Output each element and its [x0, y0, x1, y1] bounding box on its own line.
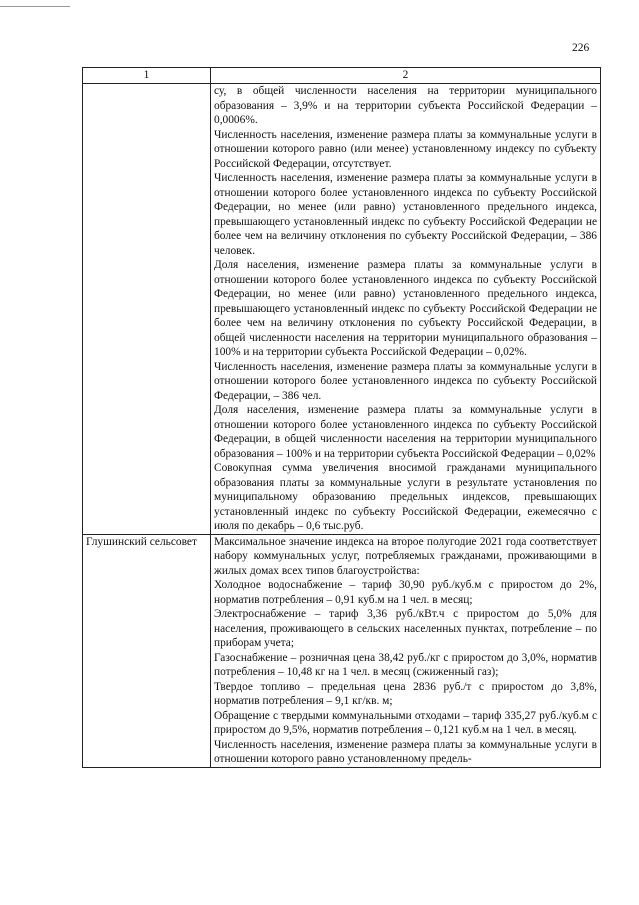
description-cell: [211, 84, 601, 535]
table-header-row: [83, 68, 601, 84]
paragraph: Численность населения, изменение размера платы за коммунальные услуги в отношении которого равно (или менее) установленному индексу по субъекту Российской Федерации, отсутствует.: [214, 128, 597, 170]
paragraph: Численность населения, изменение размера платы за коммунальные услуги в отношении которого равно установленному предель-: [214, 738, 597, 765]
municipality-name-cell: Глушинский сельсовет: [83, 534, 211, 767]
paragraph: су, в общей численности населения на территории муниципального образования – 3,9% и на территории субъекта Российской Федерации – 0,0006%.: [214, 85, 597, 126]
paragraph: Численность населения, изменение размера платы за коммунальные услуги в отношении которого более установленного индекса по субъекту Российской Федерации, но менее (или равно) установленного предельного индекса, превышающего установленный индекс по субъекту Российской Федерации не более чем на величину отклонения по субъекту Российской Федерации, – 386 человек.: [214, 172, 597, 257]
top-rule: [0, 6, 70, 7]
page-number: 226: [572, 42, 590, 54]
paragraph: Доля населения, изменение размера платы за коммунальные услуги в отношении которого более установленного индекса по субъекту Российской Федерации, в общей численности населения на территории муниципального образования – 100% и на территории субъекта Российской Федерации – 0,02%: [214, 404, 597, 460]
municipality-name-cell: [83, 84, 211, 535]
paragraph: Холодное водоснабжение – тариф 30,90 руб./куб.м с приростом до 2%, норматив потребления – 0,91 куб.м на 1 чел. в месяц;: [214, 579, 597, 606]
paragraph: Газоснабжение – розничная цена 38,42 руб./кг с приростом до 3,0%, норматив потребления – 10,48 кг на 1 чел. в месяц (сжиженный газ);: [214, 651, 597, 678]
paragraph: Совокупная сумма увеличения вносимой гражданами муниципального образования платы за коммунальные услуги в результате установления по муниципальному образованию предельных индексов, превышающих установленный индекс по субъекту Российской Федерации, ежемесячно с июля по декабрь – 0,6 тыс.руб.: [214, 462, 597, 532]
paragraph: Максимальное значение индекса на второе полугодие 2021 года соответствует набору коммунальных услуг, потребляемых гражданами, проживающими в жилых домах всех типов благоустройства:: [214, 535, 597, 577]
paragraph: Электроснабжение – тариф 3,36 руб./кВт.ч с приростом до 5,0% для населения, проживающего в сельских населенных пунктах, потребление – по приборам учета;: [214, 608, 597, 649]
paragraph: Твердое топливо – предельная цена 2836 руб./т с приростом до 3,8%, норматив потребления – 9,1 кг/кв. м;: [214, 680, 597, 707]
paragraph: Обращение с твердыми коммунальными отходами – тариф 335,27 руб./куб.м с приростом до 9,5%, норматив потребления – 0,121 куб.м на 1 чел. в месяц.: [214, 709, 597, 736]
column-header-2: 2: [211, 68, 601, 84]
table-row: [83, 84, 601, 535]
table-row: [83, 534, 601, 767]
document-table: [82, 67, 601, 768]
paragraph: Доля населения, изменение размера платы за коммунальные услуги в отношении которого более установленного индекса по субъекту Российской Федерации, но менее (или равно) установленного предельного индекса, превышающего установленный индекс по субъекту Российской Федерации не более чем на величину отклонения по субъекту Российской Федерации, в общей численности населения на территории муниципального образования – 100% и на территории субъекта Российской Федерации – 0,02%.: [214, 259, 597, 358]
paragraph: Численность населения, изменение размера платы за коммунальные услуги в отношении которого более установленного индекса по субъекту Российской Федерации, – 386 чел.: [214, 360, 597, 402]
column-header-1: 1: [83, 68, 211, 84]
description-cell: [211, 534, 601, 767]
